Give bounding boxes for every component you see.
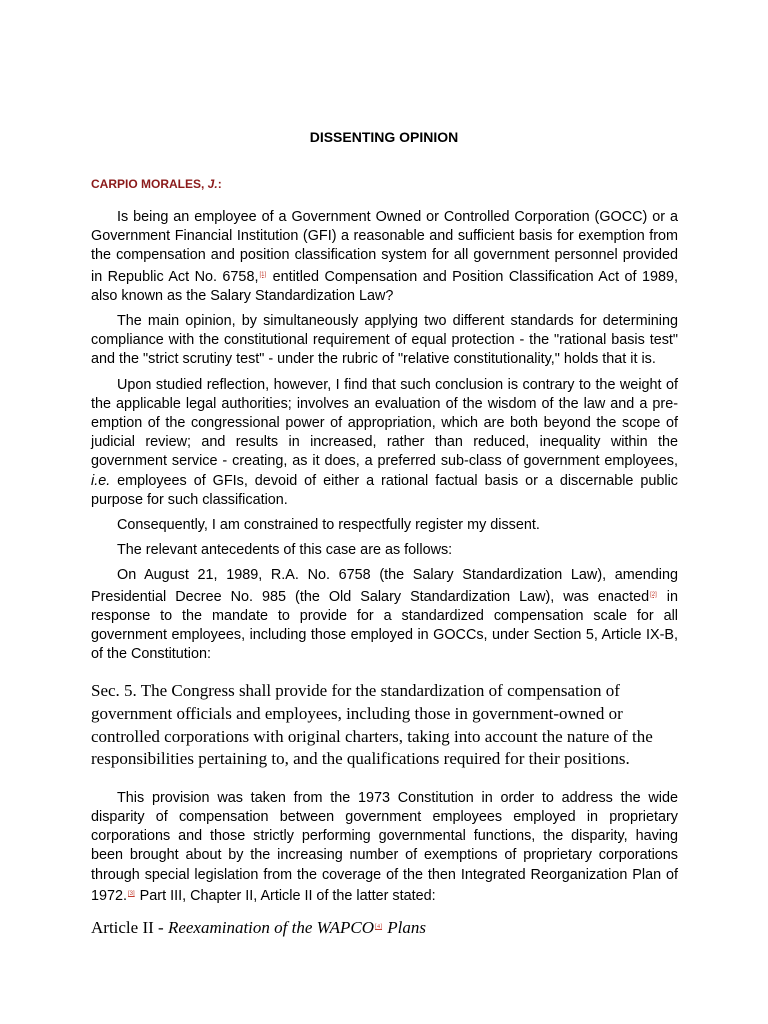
paragraph — [91, 566, 678, 664]
paragraph-text: Part III, Chapter II, Article II of the latter stated: — [135, 887, 436, 904]
paragraph-text: Upon studied reflection, however, I find that such conclusion is contrary to the weight of the applicable legal authorities; involves an evaluation of the wisdom of the law and a pre-emption of the congressional power of appropriation, which are both beyond the scope of judicial review; and results in increased, rather than reduced, inequality within the government service - creating, as it does, a preferred sub-class of government employees, — [91, 376, 678, 470]
page-title: DISSENTING OPINION — [309, 129, 459, 145]
paragraph-text: entitled Compensation and Position Classification Act of 1989, also known as the Salary Standardization Law? — [91, 268, 679, 304]
opinion-body — [91, 208, 678, 943]
author-suffix: : — [217, 177, 222, 191]
paragraph-text: On August 21, 1989, R.A. No. 6758 (the Salary Standardization Law), amending Presidential Decree No. 985 (the Old Salary Standardization Law), was enacted — [91, 567, 678, 605]
paragraph-text: This provision was taken from the 1973 Constitution in order to address the wide disparity of compensation between government employees employed in proprietary corporations and those strictly performing governmental functions, the disparity, having been brought about by the increasing number of exemptions of proprietary corporations through special legislation from the coverage of the then Integrated Reorganization Plan of 1972. — [91, 789, 678, 904]
paragraph — [91, 208, 678, 306]
paragraph: The main opinion, by simultaneously applying two different standards for determining compliance with the constitutional requirement of equal protection - the "rational basis test" and the "strict scrutiny test" - under the rubric of "relative constitutionality," holds that it is. — [91, 313, 678, 368]
footnote-link[interactable]: [3] — [128, 890, 135, 897]
paragraph-text: i.e. — [91, 472, 111, 489]
paragraph — [91, 789, 678, 906]
author-line — [91, 177, 222, 191]
footnote-link[interactable]: [4] — [375, 924, 383, 931]
article-prefix: Article II - — [91, 918, 168, 938]
paragraph: Consequently, I am constrained to respectfully register my dissent. — [117, 517, 540, 534]
paragraph-text: employees of GFIs, devoid of either a rational factual basis or a discernable public purpose for such classification. — [91, 472, 678, 508]
footnote-link[interactable]: [2] — [650, 591, 657, 598]
author-title: J. — [207, 177, 218, 191]
article-title: Reexamination of the WAPCO — [167, 918, 375, 938]
constitution-quote: Sec. 5. The Congress shall provide for the standardization of compensation of government officials and employees, including those in government-owned or controlled corporations with original charters, taking into account the nature of the responsibilities pertaining to, and the qualifications required for their positions. — [91, 681, 653, 769]
article-suffix: Plans — [383, 918, 426, 938]
author-name: CARPIO MORALES, — [91, 177, 208, 191]
article-heading — [91, 918, 678, 937]
paragraph-text: in response to the mandate to provide for a standardized compensation scale for all government employees, including those employed in GOCCs, under Section 5, Article IX-B, of the Constitution: — [91, 588, 678, 663]
paragraph: The relevant antecedents of this case are as follows: — [117, 542, 453, 559]
footnote-link[interactable]: [1] — [259, 271, 267, 278]
paragraph — [91, 376, 678, 510]
paragraph-text: Is being an employee of a Government Owned or Controlled Corporation (GOCC) or a Government Financial Institution (GFI) a reasonable and sufficient basis for exemption from the compensation and position classification system for all government personnel provided in Republic Act No. 6758, — [91, 209, 678, 285]
